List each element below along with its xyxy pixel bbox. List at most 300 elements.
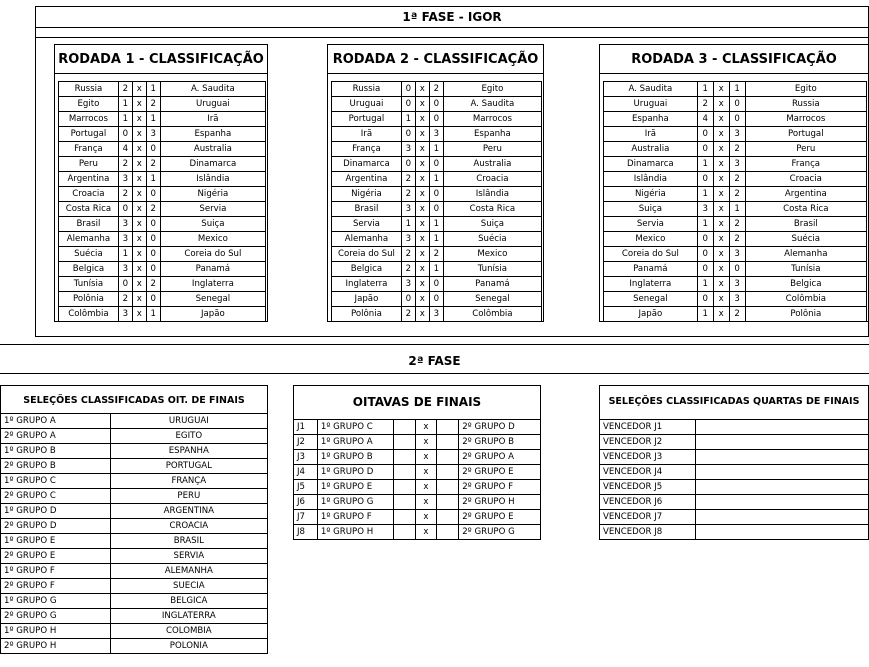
versus-mark: x	[132, 82, 146, 97]
qualified-team: SERVIA	[110, 549, 267, 564]
versus-mark: x	[132, 112, 146, 127]
home-score: 0	[697, 172, 713, 187]
versus-mark: x	[415, 142, 429, 157]
match-id: J7	[294, 510, 318, 525]
away-team: Peru	[745, 142, 866, 157]
versus-mark: x	[415, 480, 437, 495]
match-row	[59, 187, 266, 202]
home-team: Inglaterra	[604, 277, 698, 292]
quarter-row	[600, 480, 869, 495]
qualified-team: PERU	[110, 489, 267, 504]
home-score	[393, 495, 415, 510]
home-team: Inglaterra	[332, 277, 402, 292]
away-score: 1	[729, 82, 745, 97]
away-score: 1	[146, 112, 160, 127]
qualified-row	[1, 534, 268, 549]
versus-mark: x	[415, 465, 437, 480]
group-position: 1º GRUPO H	[1, 624, 111, 639]
away-team: Servia	[160, 202, 265, 217]
quarter-qualified-table	[599, 419, 869, 540]
home-slot: 1º GRUPO C	[317, 420, 393, 435]
match-row	[332, 157, 542, 172]
home-team: Alemanha	[59, 232, 119, 247]
home-score	[393, 450, 415, 465]
away-score: 2	[729, 142, 745, 157]
away-score: 3	[729, 157, 745, 172]
home-score: 0	[401, 82, 415, 97]
versus-mark: x	[415, 112, 429, 127]
versus-mark: x	[415, 172, 429, 187]
away-team: Espanha	[160, 127, 265, 142]
away-score: 2	[729, 232, 745, 247]
qualified-title: SELEÇÕES CLASSIFICADAS OIT. DE FINAIS	[0, 385, 268, 413]
home-team: Uruguai	[332, 97, 402, 112]
away-score: 2	[729, 307, 745, 322]
winner-label: VENCEDOR J5	[600, 480, 696, 495]
home-score	[393, 480, 415, 495]
qualified-row	[1, 549, 268, 564]
away-slot: 2º GRUPO E	[459, 510, 541, 525]
home-team: Russia	[59, 82, 119, 97]
home-team: Japão	[604, 307, 698, 322]
away-score: 2	[729, 172, 745, 187]
away-slot: 2º GRUPO G	[459, 525, 541, 540]
round16-row	[294, 480, 541, 495]
home-team: Polônia	[59, 292, 119, 307]
away-team: Espanha	[443, 127, 541, 142]
home-team: Japão	[332, 292, 402, 307]
match-row	[59, 127, 266, 142]
home-score	[393, 465, 415, 480]
versus-mark: x	[415, 510, 437, 525]
versus-mark: x	[713, 247, 729, 262]
home-score: 3	[118, 217, 132, 232]
qualified-team: EGITO	[110, 429, 267, 444]
match-row	[332, 202, 542, 217]
home-score: 2	[118, 82, 132, 97]
round2-table	[331, 81, 542, 322]
away-team: Islândia	[160, 172, 265, 187]
home-score: 1	[118, 112, 132, 127]
match-row	[59, 277, 266, 292]
away-team: Argentina	[745, 187, 866, 202]
group-position: 1º GRUPO B	[1, 444, 111, 459]
away-team: Egito	[443, 82, 541, 97]
qualified-team: INGLATERRA	[110, 609, 267, 624]
quarter-row	[600, 495, 869, 510]
home-score: 0	[697, 232, 713, 247]
away-team: França	[745, 157, 866, 172]
home-team: Dinamarca	[332, 157, 402, 172]
versus-mark: x	[415, 307, 429, 322]
versus-mark: x	[132, 97, 146, 112]
match-row	[59, 232, 266, 247]
home-team: Portugal	[59, 127, 119, 142]
away-score	[437, 465, 459, 480]
away-score: 0	[729, 262, 745, 277]
versus-mark: x	[713, 262, 729, 277]
away-team: Australia	[443, 157, 541, 172]
match-row	[604, 232, 867, 247]
round16-row	[294, 465, 541, 480]
away-team: Suécia	[745, 232, 866, 247]
home-score: 2	[401, 262, 415, 277]
away-slot: 2º GRUPO H	[459, 495, 541, 510]
away-team: Portugal	[745, 127, 866, 142]
home-score: 0	[697, 292, 713, 307]
away-team: Colômbia	[745, 292, 866, 307]
home-team: Brasil	[59, 217, 119, 232]
home-team: Suiça	[604, 202, 698, 217]
winner-team	[695, 450, 868, 465]
versus-mark: x	[713, 142, 729, 157]
quarter-row	[600, 420, 869, 435]
match-row	[59, 82, 266, 97]
round2-panel	[327, 44, 544, 322]
away-team: Marrocos	[443, 112, 541, 127]
away-team: Suécia	[443, 232, 541, 247]
home-score: 3	[401, 142, 415, 157]
home-score	[393, 510, 415, 525]
away-team: Suiça	[443, 217, 541, 232]
winner-team	[695, 480, 868, 495]
away-score: 1	[146, 172, 160, 187]
versus-mark: x	[415, 420, 437, 435]
home-score: 0	[697, 127, 713, 142]
quarter-row	[600, 435, 869, 450]
home-team: Argentina	[332, 172, 402, 187]
match-id: J3	[294, 450, 318, 465]
match-row	[332, 292, 542, 307]
away-score: 3	[146, 127, 160, 142]
group-position: 2º GRUPO G	[1, 609, 111, 624]
home-score: 1	[118, 97, 132, 112]
winner-label: VENCEDOR J7	[600, 510, 696, 525]
home-slot: 1º GRUPO D	[317, 465, 393, 480]
qualified-row	[1, 564, 268, 579]
away-team: Panamá	[160, 262, 265, 277]
round16-row	[294, 420, 541, 435]
match-row	[59, 307, 266, 322]
home-score: 0	[401, 292, 415, 307]
away-score: 0	[146, 142, 160, 157]
versus-mark: x	[713, 217, 729, 232]
round16-table	[293, 419, 541, 540]
qualified-row	[1, 579, 268, 594]
match-row	[59, 217, 266, 232]
home-slot: 1º GRUPO G	[317, 495, 393, 510]
home-score: 1	[697, 277, 713, 292]
match-row	[604, 202, 867, 217]
away-score: 0	[146, 247, 160, 262]
qualified-team: ESPANHA	[110, 444, 267, 459]
home-score	[393, 435, 415, 450]
home-slot: 1º GRUPO E	[317, 480, 393, 495]
away-score: 0	[429, 112, 443, 127]
qualified-row	[1, 429, 268, 444]
away-score: 0	[429, 187, 443, 202]
home-team: Peru	[59, 157, 119, 172]
home-score: 3	[401, 232, 415, 247]
versus-mark: x	[415, 217, 429, 232]
away-score: 3	[429, 307, 443, 322]
qualified-row	[1, 489, 268, 504]
home-score: 1	[697, 82, 713, 97]
versus-mark: x	[132, 232, 146, 247]
versus-mark: x	[132, 292, 146, 307]
away-team: Polônia	[745, 307, 866, 322]
home-team: Servia	[332, 217, 402, 232]
qualified-team: COLOMBIA	[110, 624, 267, 639]
match-row	[604, 247, 867, 262]
match-row	[59, 292, 266, 307]
versus-mark: x	[415, 292, 429, 307]
away-team: Alemanha	[745, 247, 866, 262]
round16-row	[294, 495, 541, 510]
versus-mark: x	[713, 232, 729, 247]
away-team: Costa Rica	[745, 202, 866, 217]
round16-panel	[293, 385, 541, 540]
quarter-qualified-title: SELEÇÕES CLASSIFICADAS QUARTAS DE FINAIS	[599, 385, 869, 419]
match-row	[604, 112, 867, 127]
versus-mark: x	[713, 277, 729, 292]
away-score: 2	[729, 217, 745, 232]
versus-mark: x	[415, 157, 429, 172]
qualified-team: POLONIA	[110, 639, 267, 654]
home-score: 0	[401, 97, 415, 112]
away-score: 0	[146, 217, 160, 232]
away-team: Senegal	[443, 292, 541, 307]
group-position: 2º GRUPO A	[1, 429, 111, 444]
versus-mark: x	[713, 157, 729, 172]
away-team: Nigéria	[160, 187, 265, 202]
home-score: 2	[697, 97, 713, 112]
round1-panel	[54, 44, 268, 322]
quarter-row	[600, 465, 869, 480]
qualified-team: BELGICA	[110, 594, 267, 609]
versus-mark: x	[132, 247, 146, 262]
away-team: Colômbia	[443, 307, 541, 322]
home-score: 3	[697, 202, 713, 217]
home-team: Croacia	[59, 187, 119, 202]
away-score: 3	[429, 127, 443, 142]
group-position: 1º GRUPO F	[1, 564, 111, 579]
match-row	[59, 112, 266, 127]
round16-title: OITAVAS DE FINAIS	[293, 385, 541, 419]
home-team: Belgica	[59, 262, 119, 277]
home-team: Coreia do Sul	[332, 247, 402, 262]
winner-team	[695, 420, 868, 435]
home-score: 3	[118, 232, 132, 247]
away-team: Marrocos	[745, 112, 866, 127]
home-team: Egito	[59, 97, 119, 112]
home-score: 2	[401, 247, 415, 262]
away-team: Peru	[443, 142, 541, 157]
home-score: 0	[401, 157, 415, 172]
home-team: Polônia	[332, 307, 402, 322]
away-score: 0	[429, 292, 443, 307]
home-score: 1	[118, 247, 132, 262]
versus-mark: x	[713, 172, 729, 187]
away-team: Croacia	[745, 172, 866, 187]
group-position: 1º GRUPO G	[1, 594, 111, 609]
versus-mark: x	[713, 292, 729, 307]
versus-mark: x	[132, 157, 146, 172]
group-position: 2º GRUPO E	[1, 549, 111, 564]
away-score: 0	[729, 112, 745, 127]
group-position: 1º GRUPO A	[1, 414, 111, 429]
winner-label: VENCEDOR J8	[600, 525, 696, 540]
winner-label: VENCEDOR J6	[600, 495, 696, 510]
qualified-team: FRANÇA	[110, 474, 267, 489]
winner-team	[695, 510, 868, 525]
group-position: 2º GRUPO F	[1, 579, 111, 594]
match-row	[604, 142, 867, 157]
match-row	[332, 112, 542, 127]
home-score: 0	[118, 127, 132, 142]
winner-label: VENCEDOR J3	[600, 450, 696, 465]
away-team: Uruguai	[160, 97, 265, 112]
home-team: Nigéria	[332, 187, 402, 202]
away-team: Irã	[160, 112, 265, 127]
home-team: Servia	[604, 217, 698, 232]
versus-mark: x	[415, 262, 429, 277]
group-position: 2º GRUPO B	[1, 459, 111, 474]
qualified-row	[1, 459, 268, 474]
match-row	[604, 82, 867, 97]
home-score: 1	[401, 112, 415, 127]
home-score: 0	[401, 127, 415, 142]
winner-label: VENCEDOR J4	[600, 465, 696, 480]
round1-title: RODADA 1 - CLASSIFICAÇÃO	[55, 45, 267, 74]
home-team: Tunísia	[59, 277, 119, 292]
away-score: 2	[429, 247, 443, 262]
versus-mark: x	[415, 450, 437, 465]
qualified-row	[1, 519, 268, 534]
match-row	[604, 217, 867, 232]
away-score: 0	[429, 97, 443, 112]
versus-mark: x	[132, 142, 146, 157]
away-team: Mexico	[160, 232, 265, 247]
group-position: 2º GRUPO D	[1, 519, 111, 534]
qualified-team: PORTUGAL	[110, 459, 267, 474]
phase2-title: 2ª FASE	[408, 354, 461, 368]
home-team: Argentina	[59, 172, 119, 187]
home-team: França	[332, 142, 402, 157]
away-score: 0	[146, 232, 160, 247]
winner-label: VENCEDOR J1	[600, 420, 696, 435]
match-row	[332, 142, 542, 157]
home-score: 2	[118, 187, 132, 202]
home-score: 0	[118, 277, 132, 292]
match-row	[332, 127, 542, 142]
home-team: França	[59, 142, 119, 157]
away-team: Inglaterra	[160, 277, 265, 292]
versus-mark: x	[132, 187, 146, 202]
quarter-row	[600, 510, 869, 525]
away-score	[437, 435, 459, 450]
round16-row	[294, 525, 541, 540]
away-score: 2	[146, 277, 160, 292]
qualified-row	[1, 444, 268, 459]
away-score: 0	[146, 292, 160, 307]
match-row	[332, 232, 542, 247]
qualified-row	[1, 639, 268, 654]
versus-mark: x	[415, 277, 429, 292]
away-team: A. Saudita	[160, 82, 265, 97]
home-score: 2	[401, 172, 415, 187]
round1-table	[58, 81, 266, 322]
away-team: Islândia	[443, 187, 541, 202]
home-score: 3	[118, 262, 132, 277]
home-score: 0	[697, 142, 713, 157]
versus-mark: x	[132, 202, 146, 217]
match-row	[604, 292, 867, 307]
away-team: A. Saudita	[443, 97, 541, 112]
qualified-row	[1, 504, 268, 519]
away-score	[437, 525, 459, 540]
home-team: Suécia	[59, 247, 119, 262]
versus-mark: x	[713, 187, 729, 202]
group-position: 2º GRUPO C	[1, 489, 111, 504]
qualified-row	[1, 474, 268, 489]
away-slot: 2º GRUPO A	[459, 450, 541, 465]
versus-mark: x	[415, 187, 429, 202]
home-score: 1	[697, 157, 713, 172]
home-team: Coreia do Sul	[604, 247, 698, 262]
away-score: 2	[146, 202, 160, 217]
match-id: J2	[294, 435, 318, 450]
versus-mark: x	[713, 82, 729, 97]
round3-table	[603, 81, 867, 322]
home-team: Belgica	[332, 262, 402, 277]
away-score: 1	[146, 82, 160, 97]
home-team: Islândia	[604, 172, 698, 187]
versus-mark: x	[132, 127, 146, 142]
away-score: 1	[729, 202, 745, 217]
match-row	[332, 247, 542, 262]
home-team: Nigéria	[604, 187, 698, 202]
match-id: J8	[294, 525, 318, 540]
versus-mark: x	[713, 97, 729, 112]
versus-mark: x	[415, 232, 429, 247]
match-row	[59, 247, 266, 262]
match-id: J5	[294, 480, 318, 495]
home-score	[393, 525, 415, 540]
home-team: Russia	[332, 82, 402, 97]
match-id: J6	[294, 495, 318, 510]
home-score: 1	[697, 187, 713, 202]
match-row	[604, 97, 867, 112]
home-score: 0	[697, 262, 713, 277]
away-team: Japão	[160, 307, 265, 322]
home-score: 0	[697, 247, 713, 262]
away-slot: 2º GRUPO B	[459, 435, 541, 450]
away-team: Suiça	[160, 217, 265, 232]
home-team: Brasil	[332, 202, 402, 217]
away-score: 2	[429, 82, 443, 97]
away-team: Mexico	[443, 247, 541, 262]
away-team: Panamá	[443, 277, 541, 292]
home-team: Alemanha	[332, 232, 402, 247]
match-id: J4	[294, 465, 318, 480]
home-team: Dinamarca	[604, 157, 698, 172]
away-score	[437, 450, 459, 465]
match-row	[59, 157, 266, 172]
away-score: 1	[429, 262, 443, 277]
qualified-row	[1, 414, 268, 429]
group-position: 1º GRUPO E	[1, 534, 111, 549]
